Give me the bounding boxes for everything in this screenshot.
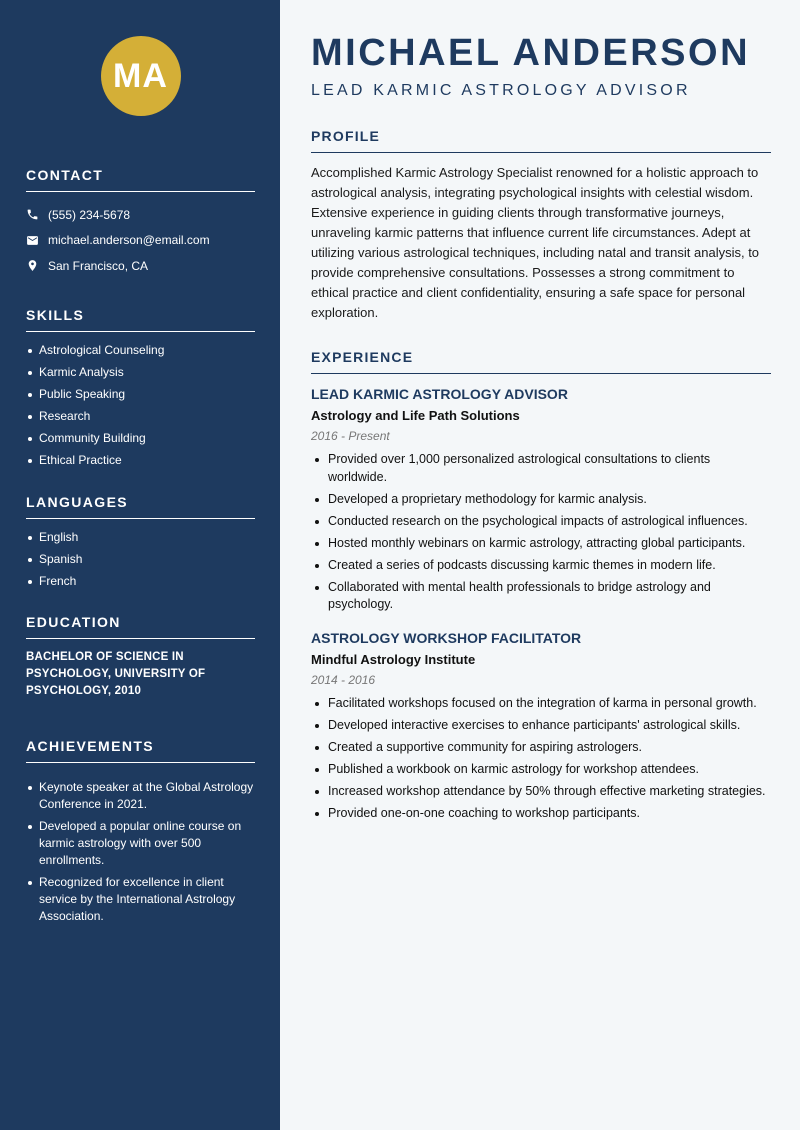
contact-phone <box>26 202 255 228</box>
job-bullets <box>311 451 771 614</box>
skills-list <box>26 342 255 469</box>
languages-section <box>26 494 255 590</box>
job-bullet: Provided one-on-one coaching to workshop participants. <box>311 805 771 823</box>
achievements-section <box>26 738 255 925</box>
phone-icon <box>26 208 48 221</box>
education-title: EDUCATION <box>26 614 255 639</box>
candidate-name: MICHAEL ANDERSON <box>311 32 751 74</box>
contact-location <box>26 253 255 279</box>
location-pin-icon <box>26 259 48 272</box>
email-icon <box>26 234 48 247</box>
job-bullet: Created a supportive community for aspiring astrologers. <box>311 739 771 757</box>
sidebar <box>0 0 280 1130</box>
job-title: LEAD KARMIC ASTROLOGY ADVISOR <box>311 386 568 402</box>
contact-section <box>26 167 255 279</box>
experience-title: EXPERIENCE <box>311 349 771 374</box>
contact-email <box>26 228 255 254</box>
languages-title: LANGUAGES <box>26 494 255 519</box>
job-bullet: Collaborated with mental health professionals to bridge astrology and psychology. <box>311 579 771 614</box>
achievements-title: ACHIEVEMENTS <box>26 738 255 763</box>
skill-item: Karmic Analysis <box>26 364 255 381</box>
email-text: michael.anderson@email.com <box>48 233 210 248</box>
job-bullet: Published a workbook on karmic astrology for workshop attendees. <box>311 761 771 779</box>
contact-title: CONTACT <box>26 167 255 192</box>
language-item: French <box>26 573 255 590</box>
skill-item: Community Building <box>26 430 255 447</box>
job-dates: 2014 - 2016 <box>311 672 376 687</box>
skill-item: Ethical Practice <box>26 452 255 469</box>
contact-list <box>26 202 255 279</box>
profile-text: Accomplished Karmic Astrology Specialist renowned for a holistic approach to astrological analysis, integrating psychological insights with celestial wisdom. Extensive experience in guiding clients through transformative journeys, unraveling karmic patterns that influence current life circumstances. Adept at utilizing various astrological techniques, including natal and transit analysis, to provide comprehensive consultations. Possesses a strong commitment to ethical practice and client confidentiality, ensuring a safe space for personal exploration. <box>311 165 760 320</box>
job-entry <box>311 386 771 614</box>
job-bullet: Created a series of podcasts discussing karmic themes in modern life. <box>311 557 771 575</box>
skills-title: SKILLS <box>26 307 255 332</box>
candidate-role: LEAD KARMIC ASTROLOGY ADVISOR <box>311 82 691 99</box>
achievements-list <box>26 779 255 925</box>
language-item: Spanish <box>26 551 255 568</box>
job-bullet: Provided over 1,000 personalized astrological consultations to clients worldwide. <box>311 451 771 486</box>
job-bullet: Developed a proprietary methodology for karmic analysis. <box>311 491 771 509</box>
education-degree: BACHELOR OF SCIENCE IN PSYCHOLOGY, UNIVERSITY OF PSYCHOLOGY, 2010 <box>26 650 206 697</box>
language-item: English <box>26 529 255 546</box>
job-bullet: Increased workshop attendance by 50% through effective marketing strategies. <box>311 783 771 801</box>
job-company: Mindful Astrology Institute <box>311 651 476 667</box>
job-bullet: Conducted research on the psychological impacts of astrological influences. <box>311 513 771 531</box>
skills-section <box>26 307 255 469</box>
profile-title: PROFILE <box>311 128 771 153</box>
achievement-item: Keynote speaker at the Global Astrology Conference in 2021. <box>26 779 255 813</box>
job-bullet: Hosted monthly webinars on karmic astrology, attracting global participants. <box>311 535 771 553</box>
phone-text: (555) 234-5678 <box>48 207 131 222</box>
main-content <box>280 0 800 1130</box>
languages-list <box>26 529 255 590</box>
job-bullet: Developed interactive exercises to enhance participants' astrological skills. <box>311 717 771 735</box>
skill-item: Research <box>26 408 255 425</box>
job-dates: 2016 - Present <box>311 429 390 443</box>
achievement-item: Developed a popular online course on karmic astrology with over 500 enrollments. <box>26 818 255 869</box>
job-bullets <box>311 695 771 823</box>
achievement-item: Recognized for excellence in client service by the International Astrology Association. <box>26 874 255 925</box>
education-section <box>26 614 255 700</box>
location-text: San Francisco, CA <box>48 258 149 273</box>
profile-section <box>311 128 771 323</box>
job-bullet: Facilitated workshops focused on the integration of karma in personal growth. <box>311 695 771 713</box>
experience-section <box>311 349 771 822</box>
job-title: ASTROLOGY WORKSHOP FACILITATOR <box>311 629 582 646</box>
job-entry <box>311 630 771 823</box>
job-company: Astrology and Life Path Solutions <box>311 408 520 423</box>
skill-item: Public Speaking <box>26 386 255 403</box>
avatar: MA <box>101 36 181 116</box>
skill-item: Astrological Counseling <box>26 342 255 359</box>
